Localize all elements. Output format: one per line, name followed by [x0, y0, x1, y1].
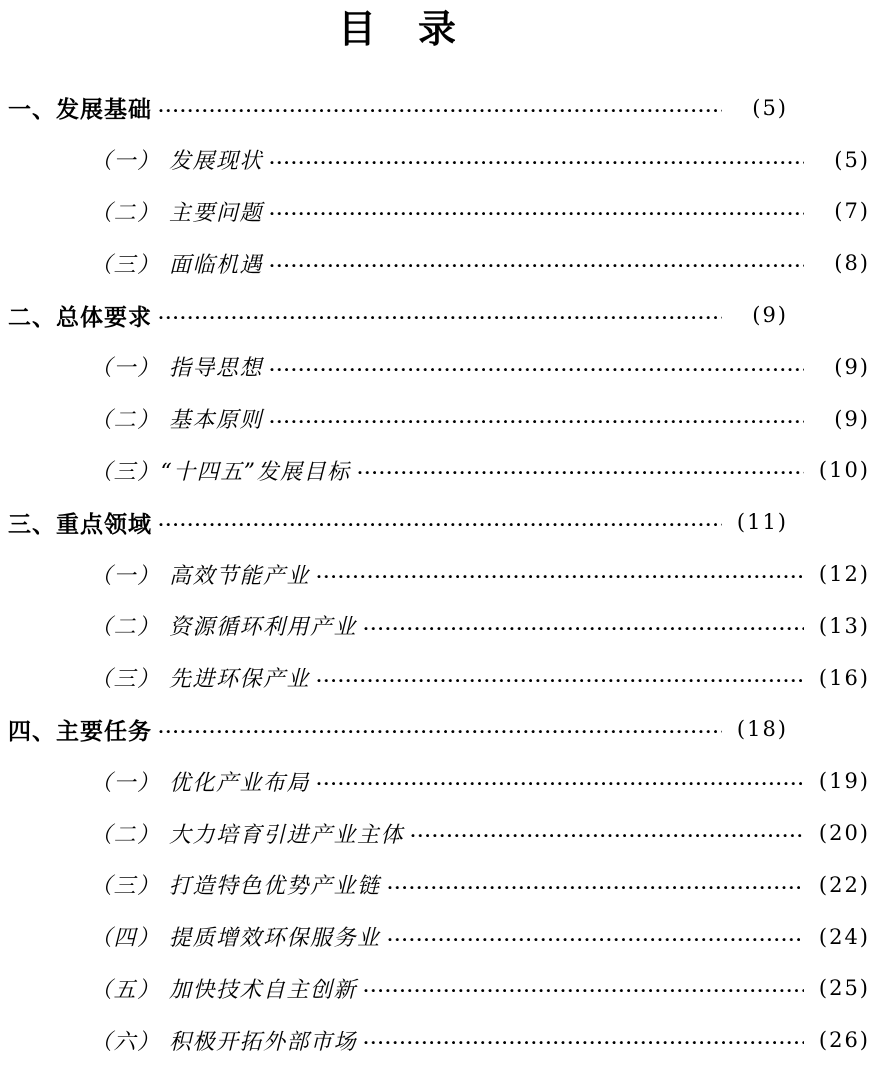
toc-entry — [8, 445, 870, 497]
toc-entry-page: (9) — [834, 354, 870, 379]
toc-entry-label: 四、主要任务 — [8, 718, 152, 745]
toc-entry-page: (16) — [818, 665, 870, 690]
dot-leader — [363, 1040, 804, 1046]
dot-leader — [269, 367, 804, 373]
toc-entry — [8, 186, 870, 238]
toc-entry-label: （二） 基本原则 — [90, 408, 263, 434]
dot-leader — [269, 419, 804, 425]
toc-entry-page: (18) — [736, 717, 788, 742]
toc-entry-page: (7) — [834, 199, 870, 224]
toc-entry — [8, 82, 788, 134]
dot-leader — [269, 263, 804, 269]
toc-entry-label: （一） 指导思想 — [90, 356, 263, 382]
dot-leader — [387, 885, 805, 891]
toc-entry-label: 三、重点领域 — [8, 511, 152, 538]
toc-entry-page: (25) — [818, 976, 870, 1001]
toc-entry — [8, 496, 788, 548]
toc-entry-page: (5) — [752, 95, 788, 120]
toc-entry-label: 一、发展基础 — [8, 97, 152, 124]
dot-leader — [363, 988, 804, 994]
toc-entry-label: （一） 发展现状 — [90, 149, 263, 175]
dot-leader — [316, 678, 804, 684]
toc-entry — [8, 237, 870, 289]
toc-entry-page: (24) — [818, 924, 870, 949]
dot-leader — [158, 522, 722, 528]
toc-entry-label: （三） 面临机遇 — [90, 252, 263, 278]
toc-entry-label: （五） 加快技术自主创新 — [90, 977, 357, 1003]
toc-entry-page: (5) — [834, 147, 870, 172]
toc-entry-page: (26) — [818, 1028, 870, 1053]
toc-entry-page: (9) — [834, 406, 870, 431]
toc-entry — [8, 755, 870, 807]
page-title: 目 录 — [337, 6, 458, 51]
dot-leader — [158, 108, 722, 114]
toc-entry-label: （三）“十四五”发展目标 — [90, 459, 351, 485]
toc-entry — [8, 1014, 870, 1066]
toc-entry — [8, 134, 870, 186]
toc-entry-label: （四） 提质增效环保服务业 — [90, 926, 381, 952]
toc-entry-label: （二） 资源循环利用产业 — [90, 615, 357, 641]
toc-entry — [8, 859, 870, 911]
toc-entry — [8, 289, 788, 341]
dot-leader — [269, 211, 804, 217]
toc-entry — [8, 704, 788, 756]
dot-leader — [316, 574, 804, 580]
toc-entry — [8, 911, 870, 963]
toc-entry-page: (9) — [752, 303, 788, 328]
toc-entry-page: (19) — [818, 769, 870, 794]
dot-leader — [363, 626, 804, 632]
dot-leader — [158, 729, 722, 735]
toc-entry-label: （三） 先进环保产业 — [90, 667, 310, 693]
toc-entry-label: （二） 主要问题 — [90, 200, 263, 226]
dot-leader — [158, 315, 722, 321]
dot-leader — [316, 781, 804, 787]
toc-entry — [8, 341, 870, 393]
toc-entry-page: (12) — [818, 562, 870, 587]
toc-entry-page: (11) — [736, 510, 788, 535]
toc-entry-label: （一） 高效节能产业 — [90, 563, 310, 589]
toc-entry — [8, 652, 870, 704]
dot-leader — [410, 833, 804, 839]
toc-entry-label: （三） 打造特色优势产业链 — [90, 874, 381, 900]
toc-entry-page: (8) — [834, 251, 870, 276]
toc-entry — [8, 548, 870, 600]
toc-entry-page: (22) — [818, 872, 870, 897]
toc-entry — [8, 393, 870, 445]
toc-entry — [8, 807, 870, 859]
toc-entry-label: （一） 优化产业布局 — [90, 770, 310, 796]
toc-entry-page: (20) — [818, 821, 870, 846]
toc-entry — [8, 963, 870, 1015]
toc-list — [8, 82, 870, 1066]
toc-entry-label: （六） 积极开拓外部市场 — [90, 1029, 357, 1055]
toc-entry — [8, 600, 870, 652]
dot-leader — [387, 937, 805, 943]
dot-leader — [269, 160, 804, 166]
toc-entry-page: (10) — [818, 458, 870, 483]
dot-leader — [357, 470, 805, 476]
toc-entry-label: （二） 大力培育引进产业主体 — [90, 822, 404, 848]
toc-entry-page: (13) — [818, 613, 870, 638]
toc-entry-label: 二、总体要求 — [8, 304, 152, 331]
